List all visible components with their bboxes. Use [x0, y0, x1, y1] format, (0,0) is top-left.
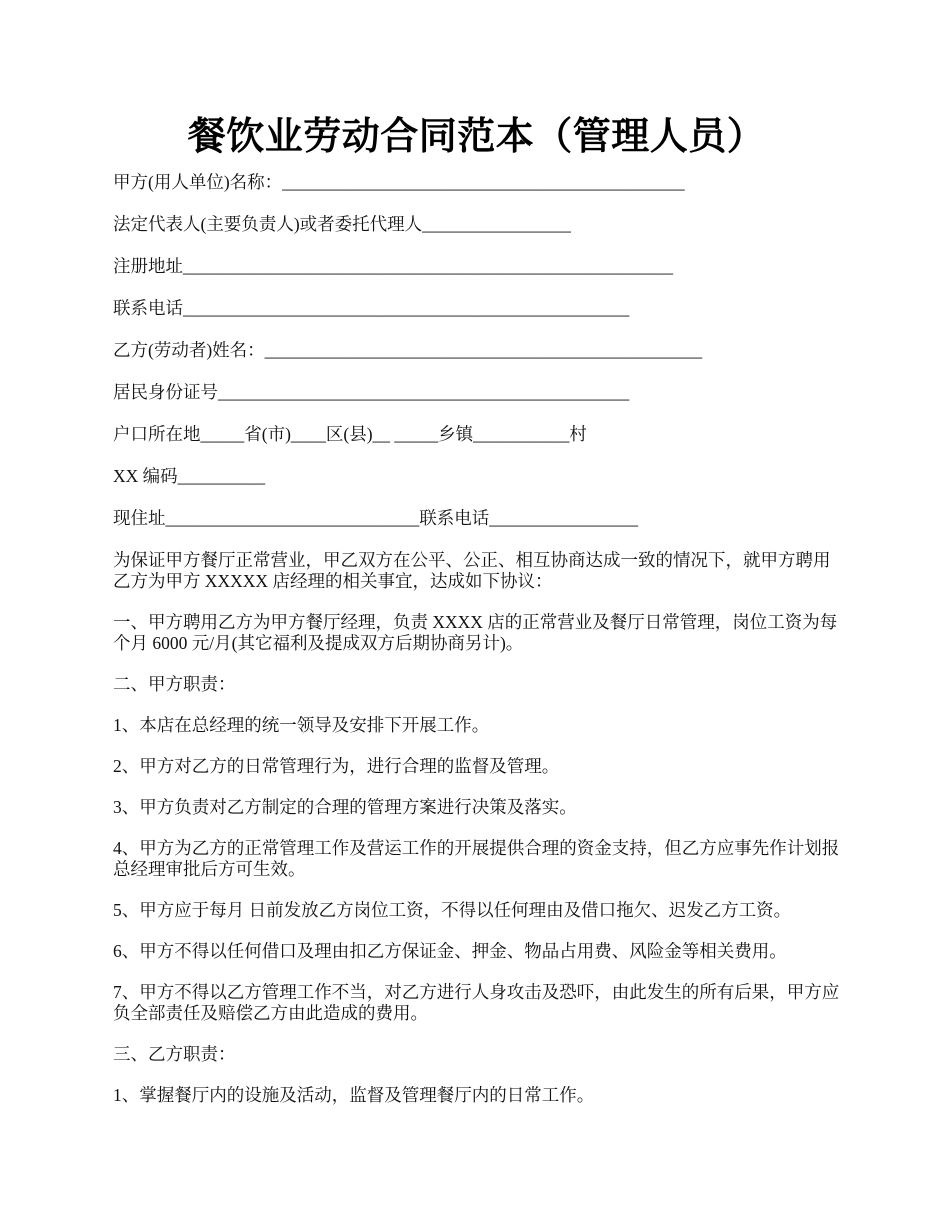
party-b-duty-1: 1、掌握餐厅内的设施及活动，监督及管理餐厅内的日常工作。	[113, 1085, 595, 1105]
field-party-a-name: 甲方(用人单位)名称：______________________________________________	[113, 172, 685, 192]
section-heading-party-b-duties: 三、乙方职责：	[113, 1044, 236, 1064]
section-heading-party-a-duties: 二、甲方职责：	[113, 674, 236, 694]
field-current-address: 现住址_____________________________联系电话_________________	[113, 508, 638, 528]
field-party-b-name: 乙方(劳动者)姓名：__________________________________________________	[113, 340, 703, 360]
party-a-duty-3: 3、甲方负责对乙方制定的合理的管理方案进行决策及落实。	[113, 797, 577, 817]
clause-1-paragraph: 一、甲方聘用乙方为甲方餐厅经理，负责 XXXX 店的正常营业及餐厅日常管理，岗位工资为每个月 6000 元/月(其它福利及提成双方后期协商另计)。	[113, 612, 838, 653]
field-household-registration: 户口所在地_____省(市)____区(县)__ _____乡镇___________村	[113, 424, 587, 444]
party-a-duty-2: 2、甲方对乙方的日常管理行为，进行合理的监督及管理。	[113, 756, 560, 776]
field-id-number: 居民身份证号_______________________________________________	[113, 382, 630, 402]
document-title: 餐饮业劳动合同范本（管理人员）	[187, 116, 766, 158]
field-contact-phone: 联系电话___________________________________________________	[113, 298, 630, 318]
document-body	[113, 172, 840, 1106]
party-a-duty-6: 6、甲方不得以任何借口及理由扣乙方保证金、押金、物品占用费、风险金等相关费用。	[113, 941, 787, 961]
preamble-paragraph: 为保证甲方餐厅正常营业，甲乙双方在公平、公正、相互协商达成一致的情况下，就甲方聘用乙方为甲方 XXXXX 店经理的相关事宜，达成如下协议：	[113, 550, 831, 591]
field-postal-code: XX 编码__________	[113, 466, 266, 486]
field-registered-address: 注册地址________________________________________________________	[113, 256, 673, 276]
party-a-duty-7: 7、甲方不得以乙方管理工作不当，对乙方进行人身攻击及恐吓，由此发生的所有后果，甲方应负全部责任及赔偿乙方由此造成的费用。	[113, 982, 840, 1023]
party-a-duty-5: 5、甲方应于每月 日前发放乙方岗位工资，不得以任何理由及借口拖欠、迟发乙方工资。	[113, 900, 792, 920]
party-a-duty-1: 1、本店在总经理的统一领导及安排下开展工作。	[113, 715, 490, 735]
party-a-duty-4: 4、甲方为乙方的正常管理工作及营运工作的开展提供合理的资金支持，但乙方应事先作计划报总经理审批后方可生效。	[113, 838, 840, 879]
field-legal-representative: 法定代表人(主要负责人)或者委托代理人_________________	[113, 214, 571, 234]
